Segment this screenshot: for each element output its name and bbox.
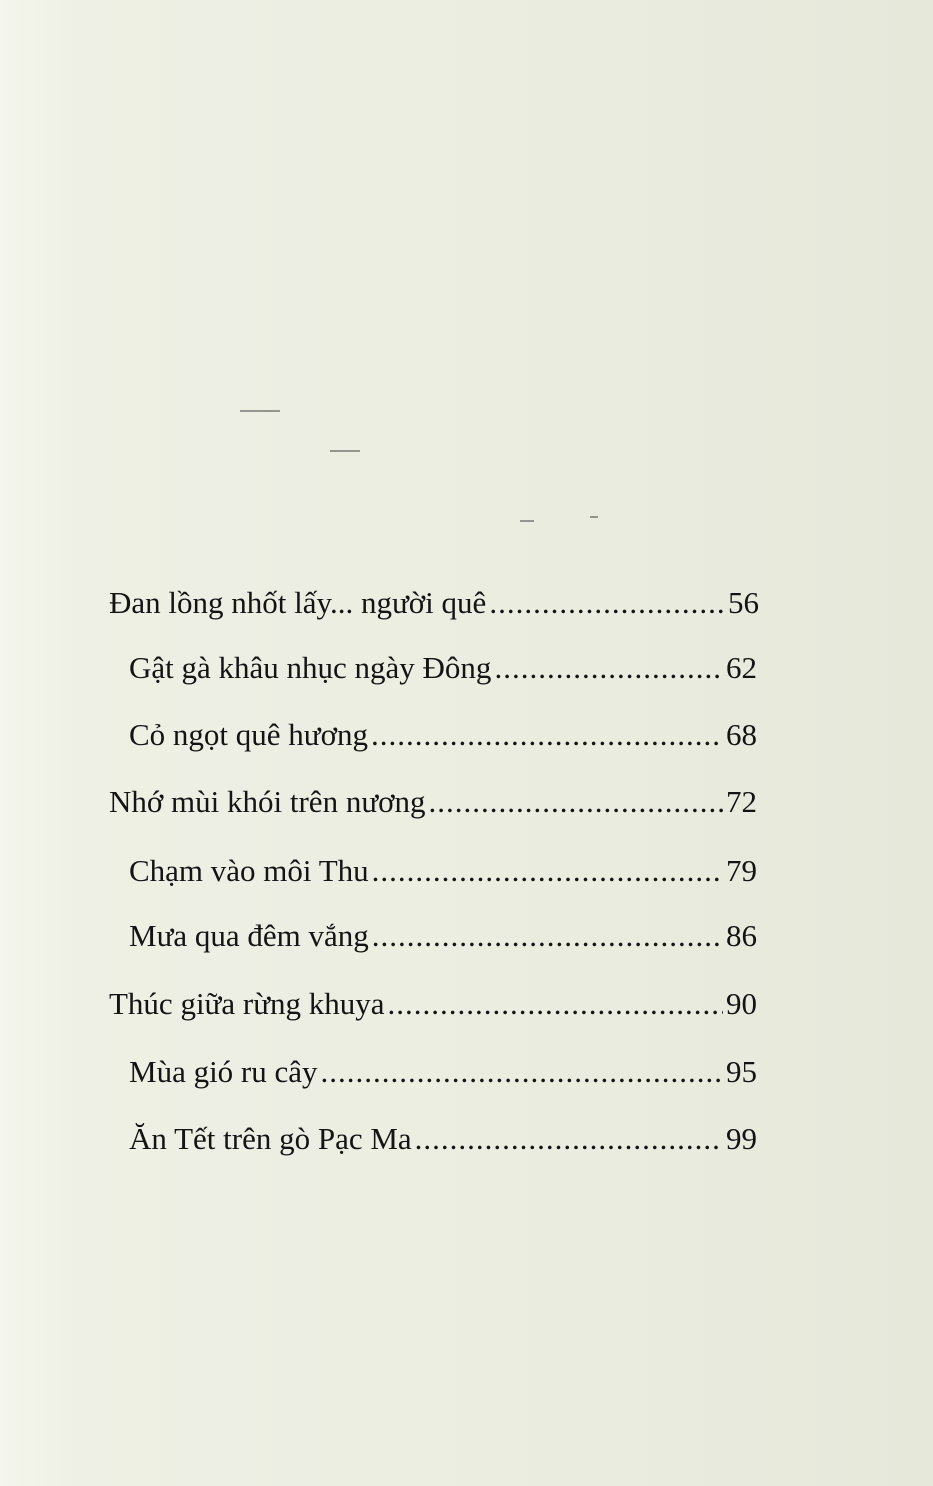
toc-leader-dots <box>371 717 723 753</box>
toc-entry-title: Đan lồng nhốt lấy... người quê <box>109 585 487 620</box>
toc-entry-page: 68 <box>726 717 757 752</box>
toc-leader-dots <box>415 1121 723 1157</box>
toc-entry-page: 79 <box>726 853 757 888</box>
toc-entry <box>129 1121 757 1157</box>
toc-entry-page: 86 <box>726 918 757 953</box>
toc-entry-title: Thúc giữa rừng khuya <box>109 986 385 1021</box>
toc-entry-page: 72 <box>726 784 757 819</box>
toc-entry <box>109 585 759 621</box>
toc-leader-dots <box>494 650 723 686</box>
toc-entry <box>129 853 757 889</box>
toc-entry-title: Chạm vào môi Thu <box>129 853 369 888</box>
toc-entry-title: Ăn Tết trên gò Pạc Ma <box>129 1121 412 1156</box>
scan-speck <box>590 516 598 518</box>
scan-speck <box>520 520 534 522</box>
toc-leader-dots <box>372 918 723 954</box>
toc-entry-title: Cỏ ngọt quê hương <box>129 717 368 752</box>
toc-entry <box>129 1054 757 1090</box>
toc-entry <box>129 918 757 954</box>
toc-entry <box>129 717 757 753</box>
toc-leader-dots <box>489 585 725 621</box>
toc-entry <box>109 986 757 1022</box>
scan-speck <box>330 450 360 452</box>
toc-leader-dots <box>429 784 723 820</box>
scan-speck <box>240 410 280 412</box>
toc-entry-page: 62 <box>726 650 757 685</box>
toc-leader-dots <box>388 986 723 1022</box>
toc-entry-title: Nhớ mùi khói trên nương <box>109 784 426 819</box>
toc-entry <box>129 650 757 686</box>
toc-entry-title: Gật gà khâu nhục ngày Đông <box>129 650 492 685</box>
toc-entry-page: 95 <box>726 1054 757 1089</box>
toc-leader-dots <box>372 853 723 889</box>
toc-entry-page: 56 <box>728 585 759 620</box>
toc-entry-title: Mưa qua đêm vắng <box>129 918 369 953</box>
toc-entry-page: 90 <box>726 986 757 1021</box>
toc-entry-page: 99 <box>726 1121 757 1156</box>
toc-leader-dots <box>321 1054 723 1090</box>
toc-entry <box>109 784 757 820</box>
toc-entry-title: Mùa gió ru cây <box>129 1054 318 1089</box>
